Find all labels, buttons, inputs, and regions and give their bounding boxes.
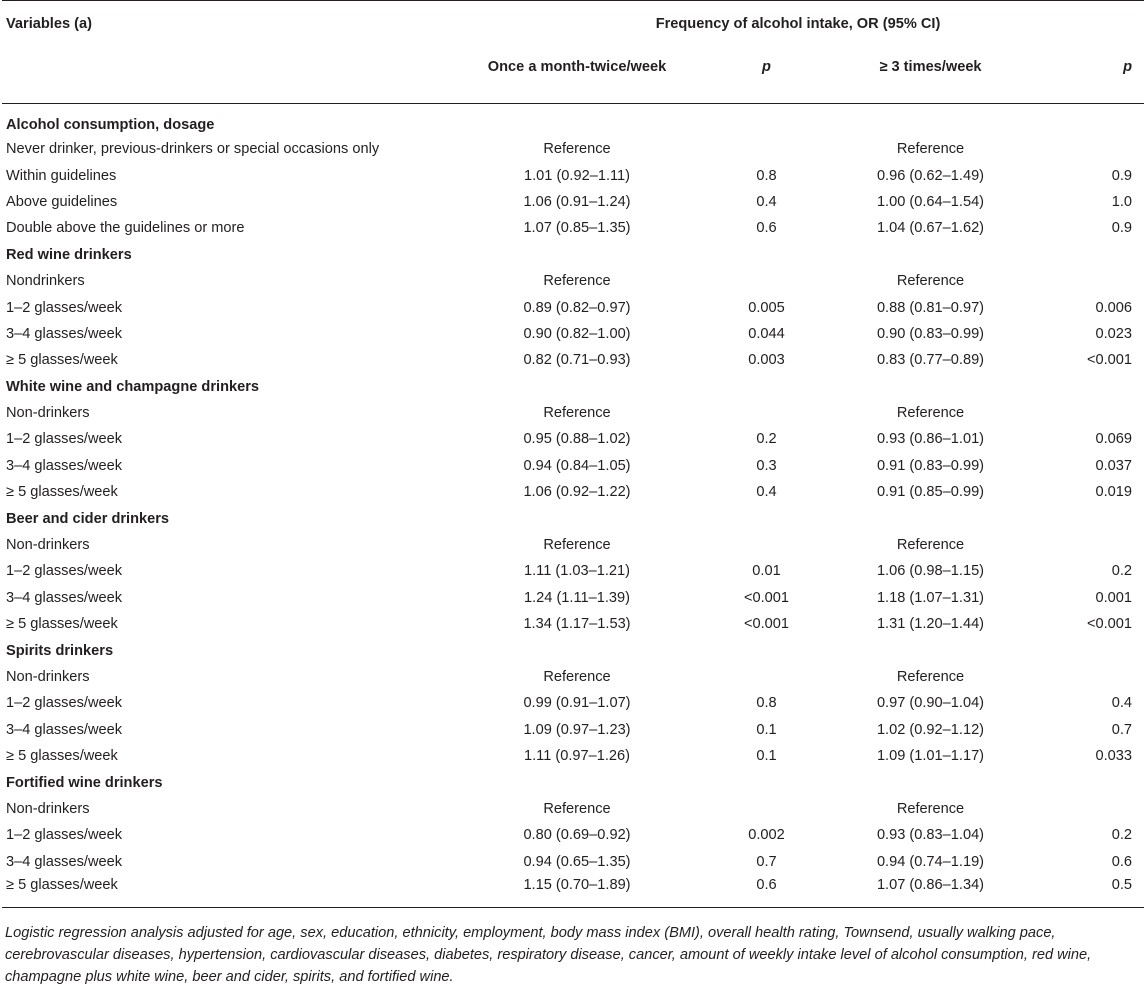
- row-label: 3–4 glasses/week: [6, 325, 123, 342]
- section-title: Red wine drinkers: [6, 246, 132, 263]
- p-value-1-cell: 0.044: [748, 325, 785, 342]
- or-3-times-week-cell: 1.02 (0.92–1.12): [876, 721, 985, 738]
- or-once-month-cell: 0.94 (0.84–1.05): [523, 457, 631, 474]
- or-once-month-cell: Reference: [543, 405, 611, 422]
- table-row: [2, 294, 1144, 320]
- or-3-times-week-cell: Reference: [896, 537, 965, 554]
- table-row: [2, 162, 1144, 188]
- p-value-1-cell: 0.01: [752, 563, 781, 580]
- table-row: [2, 611, 1144, 637]
- or-once-month-cell: Reference: [543, 141, 611, 158]
- section-header-row: [2, 505, 1144, 531]
- header-group-title: Frequency of alcohol intake, OR (95% CI): [432, 1, 1144, 52]
- p-value-1-cell: <0.001: [743, 589, 790, 606]
- or-once-month-cell: 1.15 (0.70–1.89): [432, 875, 722, 908]
- row-label: 1–2 glasses/week: [6, 563, 123, 580]
- or-once-month-cell: 0.89 (0.82–0.97): [523, 299, 631, 316]
- section-empty-cell: [1064, 769, 1144, 795]
- p-value-2-cell: 0.7: [1111, 721, 1133, 738]
- p-value-2-cell: 0.019: [1095, 484, 1133, 501]
- section-empty-cell: [1064, 374, 1144, 400]
- section-empty-cell: [432, 637, 722, 663]
- or-once-month-cell: Reference: [543, 273, 611, 290]
- p-value-2-cell: 0.069: [1095, 431, 1133, 448]
- p-value-1-cell: 0.002: [748, 827, 785, 844]
- table-row: [2, 479, 1144, 505]
- row-label: ≥ 5 glasses/week: [6, 616, 118, 633]
- p-value-1-cell: [722, 532, 797, 558]
- row-label: ≥ 5 glasses/week: [6, 748, 118, 765]
- or-3-times-week-cell: 0.97 (0.90–1.04): [876, 695, 985, 712]
- or-3-times-week-cell: 0.91 (0.85–0.99): [876, 484, 985, 501]
- table-row: [2, 664, 1144, 690]
- section-empty-cell: [722, 637, 797, 663]
- or-3-times-week-cell: 0.93 (0.86–1.01): [876, 431, 985, 448]
- p-value-2-cell: [1064, 796, 1144, 822]
- row-label: Never drinker, previous-drinkers or special occasions only: [6, 141, 380, 158]
- section-empty-cell: [797, 505, 1064, 531]
- p-value-2-cell: [1064, 664, 1144, 690]
- section-empty-cell: [797, 242, 1064, 268]
- section-empty-cell: [1064, 242, 1144, 268]
- section-empty-cell: [797, 104, 1064, 137]
- section-empty-cell: [722, 374, 797, 400]
- section-empty-cell: [1064, 637, 1144, 663]
- or-3-times-week-cell: 0.91 (0.83–0.99): [876, 457, 985, 474]
- table-row: [2, 347, 1144, 373]
- row-label: 3–4 glasses/week: [6, 721, 123, 738]
- row-label: Double above the guidelines or more: [6, 220, 245, 237]
- header-col-once-month: Once a month-twice/week: [432, 51, 722, 104]
- p-value-2-cell: 0.006: [1095, 299, 1133, 316]
- table-row: [2, 136, 1144, 162]
- or-3-times-week-cell: 1.18 (1.07–1.31): [876, 589, 985, 606]
- p-value-2-cell: 0.037: [1095, 457, 1133, 474]
- p-value-1-cell: 0.8: [756, 167, 777, 184]
- header-p1: p: [722, 51, 797, 104]
- p-value-2-cell: <0.001: [1086, 352, 1133, 369]
- p-value-2-cell: 0.033: [1095, 748, 1133, 765]
- row-label: ≥ 5 glasses/week: [6, 352, 118, 369]
- row-label: Above guidelines: [6, 193, 118, 210]
- or-once-month-cell: 0.95 (0.88–1.02): [523, 431, 631, 448]
- p-value-1-cell: 0.1: [756, 721, 777, 738]
- section-empty-cell: [432, 505, 722, 531]
- p-value-2-cell: 0.023: [1095, 325, 1133, 342]
- or-once-month-cell: 1.09 (0.97–1.23): [523, 721, 631, 738]
- row-label: 1–2 glasses/week: [6, 827, 123, 844]
- row-label: 3–4 glasses/week: [6, 589, 123, 606]
- p-value-2-cell: 0.5: [1064, 875, 1144, 908]
- table-row: [2, 400, 1144, 426]
- p-value-1-cell: 0.005: [748, 299, 785, 316]
- or-once-month-cell: 1.06 (0.92–1.22): [523, 484, 631, 501]
- row-label: 1–2 glasses/week: [6, 695, 123, 712]
- table-row: [2, 849, 1144, 875]
- section-empty-cell: [432, 104, 722, 137]
- row-label: Non-drinkers: [6, 537, 90, 554]
- or-3-times-week-cell: 0.83 (0.77–0.89): [876, 352, 985, 369]
- or-3-times-week-cell: Reference: [896, 800, 965, 817]
- section-title: Fortified wine drinkers: [6, 774, 163, 791]
- section-empty-cell: [722, 505, 797, 531]
- p-value-1-cell: [722, 400, 797, 426]
- or-once-month-cell: Reference: [543, 800, 611, 817]
- table-row: [2, 796, 1144, 822]
- or-3-times-week-cell: 0.93 (0.83–1.04): [876, 827, 985, 844]
- or-once-month-cell: 0.82 (0.71–0.93): [523, 352, 631, 369]
- p-value-1-cell: 0.003: [748, 352, 785, 369]
- table-row: [2, 268, 1144, 294]
- section-header-row: [2, 374, 1144, 400]
- p-value-2-cell: 0.4: [1111, 695, 1133, 712]
- table-row: [2, 189, 1144, 215]
- or-3-times-week-cell: 0.94 (0.74–1.19): [876, 853, 985, 870]
- p-value-1-cell: [722, 136, 797, 162]
- table-row: [2, 690, 1144, 716]
- p-value-2-cell: 0.2: [1111, 563, 1133, 580]
- or-once-month-cell: 1.01 (0.92–1.11): [523, 167, 631, 184]
- header-blank: [2, 51, 432, 104]
- or-3-times-week-cell: Reference: [896, 405, 965, 422]
- or-3-times-week-cell: 1.07 (0.86–1.34): [797, 875, 1064, 908]
- section-title: Beer and cider drinkers: [6, 510, 170, 527]
- or-once-month-cell: Reference: [543, 537, 611, 554]
- p-value-1-cell: 0.8: [756, 695, 777, 712]
- table-row: [2, 585, 1144, 611]
- row-label: Non-drinkers: [6, 800, 90, 817]
- p-value-2-cell: 0.2: [1111, 827, 1133, 844]
- or-3-times-week-cell: 0.96 (0.62–1.49): [876, 167, 985, 184]
- or-once-month-cell: 0.90 (0.82–1.00): [523, 325, 631, 342]
- table-row: [2, 717, 1144, 743]
- section-title: Alcohol consumption, dosage: [6, 117, 215, 133]
- row-label: Nondrinkers: [6, 273, 85, 290]
- section-empty-cell: [432, 374, 722, 400]
- p-value-2-cell: 1.0: [1111, 193, 1133, 210]
- p-value-2-cell: [1064, 136, 1144, 162]
- or-3-times-week-cell: Reference: [896, 273, 965, 290]
- table-row: [2, 822, 1144, 848]
- table-row: [2, 453, 1144, 479]
- p-value-1-cell: 0.4: [756, 484, 777, 501]
- row-label: ≥ 5 glasses/week: [2, 875, 432, 908]
- row-label: 3–4 glasses/week: [6, 853, 123, 870]
- odds-ratio-table: [2, 0, 1144, 908]
- or-3-times-week-cell: 1.00 (0.64–1.54): [876, 193, 985, 210]
- or-once-month-cell: 0.99 (0.91–1.07): [523, 695, 631, 712]
- or-3-times-week-cell: Reference: [896, 141, 965, 158]
- table-row: [2, 215, 1144, 241]
- p-value-2-cell: 0.9: [1111, 167, 1133, 184]
- or-once-month-cell: 1.11 (1.03–1.21): [523, 563, 631, 580]
- section-empty-cell: [1064, 104, 1144, 137]
- p-value-1-cell: <0.001: [743, 616, 790, 633]
- p-value-2-cell: [1064, 400, 1144, 426]
- or-once-month-cell: 1.34 (1.17–1.53): [523, 616, 631, 633]
- section-empty-cell: [797, 769, 1064, 795]
- section-title: White wine and champagne drinkers: [6, 378, 260, 395]
- section-empty-cell: [722, 769, 797, 795]
- table-header: [2, 1, 1144, 104]
- or-3-times-week-cell: 0.88 (0.81–0.97): [876, 299, 985, 316]
- p-value-1-cell: 0.6: [722, 875, 797, 908]
- header-variables: Variables (a): [2, 1, 432, 52]
- or-once-month-cell: 0.94 (0.65–1.35): [523, 853, 631, 870]
- p-value-1-cell: [722, 664, 797, 690]
- p-value-1-cell: 0.1: [756, 748, 777, 765]
- or-3-times-week-cell: 0.90 (0.83–0.99): [876, 325, 985, 342]
- row-label: Within guidelines: [6, 167, 117, 184]
- or-3-times-week-cell: 1.04 (0.67–1.62): [876, 220, 985, 237]
- section-header-row: [2, 769, 1144, 795]
- p-value-1-cell: [722, 268, 797, 294]
- row-label: Non-drinkers: [6, 669, 90, 685]
- table-row: [2, 321, 1144, 347]
- header-col-3-times-week: ≥ 3 times/week: [797, 51, 1064, 104]
- or-once-month-cell: 1.06 (0.91–1.24): [523, 193, 631, 210]
- section-empty-cell: [797, 637, 1064, 663]
- p-value-2-cell: [1064, 268, 1144, 294]
- row-label: Non-drinkers: [6, 405, 90, 422]
- p-value-2-cell: <0.001: [1086, 616, 1133, 633]
- section-empty-cell: [722, 242, 797, 268]
- or-once-month-cell: 1.24 (1.11–1.39): [523, 589, 631, 606]
- table-body: [2, 104, 1144, 908]
- header-p2: p: [1064, 51, 1144, 104]
- table-row: [2, 532, 1144, 558]
- section-title: Spirits drinkers: [6, 642, 114, 659]
- or-3-times-week-cell: 1.09 (1.01–1.17): [876, 748, 985, 765]
- or-once-month-cell: Reference: [543, 669, 611, 685]
- row-label: 1–2 glasses/week: [6, 431, 123, 448]
- or-once-month-cell: 1.11 (0.97–1.26): [523, 748, 631, 765]
- table-row: [2, 875, 1144, 908]
- or-once-month-cell: 1.07 (0.85–1.35): [523, 220, 631, 237]
- table-row: [2, 558, 1144, 584]
- p-value-1-cell: 0.4: [756, 193, 777, 210]
- section-empty-cell: [797, 374, 1064, 400]
- table-row: [2, 426, 1144, 452]
- section-header-row: [2, 242, 1144, 268]
- p-value-2-cell: 0.001: [1095, 589, 1133, 606]
- section-empty-cell: [722, 104, 797, 137]
- p-value-2-cell: 0.9: [1111, 220, 1133, 237]
- section-header-row: [2, 637, 1144, 663]
- p-value-2-cell: 0.6: [1111, 853, 1133, 870]
- section-header-row: [2, 104, 1144, 137]
- p-value-2-cell: [1064, 532, 1144, 558]
- p-value-1-cell: 0.6: [756, 220, 777, 237]
- p-value-1-cell: 0.7: [756, 853, 777, 870]
- or-3-times-week-cell: 1.06 (0.98–1.15): [876, 563, 985, 580]
- row-label: 3–4 glasses/week: [6, 457, 123, 474]
- p-value-1-cell: 0.3: [756, 457, 777, 474]
- p-value-1-cell: [722, 796, 797, 822]
- or-3-times-week-cell: 1.31 (1.20–1.44): [876, 616, 985, 633]
- row-label: ≥ 5 glasses/week: [6, 484, 118, 501]
- or-3-times-week-cell: Reference: [896, 669, 965, 685]
- section-empty-cell: [1064, 505, 1144, 531]
- p-value-1-cell: 0.2: [756, 431, 777, 448]
- or-once-month-cell: 0.80 (0.69–0.92): [523, 827, 631, 844]
- table-footnote: Logistic regression analysis adjusted for age, sex, education, ethnicity, employment, body mass index (BMI), overall health rating, Townsend, usually walking pace, cerebrovascular diseases, hypertension, cardiovascular diseases, diabetes, respiratory disease, cancer, amount of weekly intake level of alcohol consumption, red wine, champagne plus white wine, beer and cider, spirits, and fortified wine.: [5, 925, 1092, 985]
- table-row: [2, 743, 1144, 769]
- section-empty-cell: [432, 769, 722, 795]
- section-empty-cell: [432, 242, 722, 268]
- row-label: 1–2 glasses/week: [6, 299, 123, 316]
